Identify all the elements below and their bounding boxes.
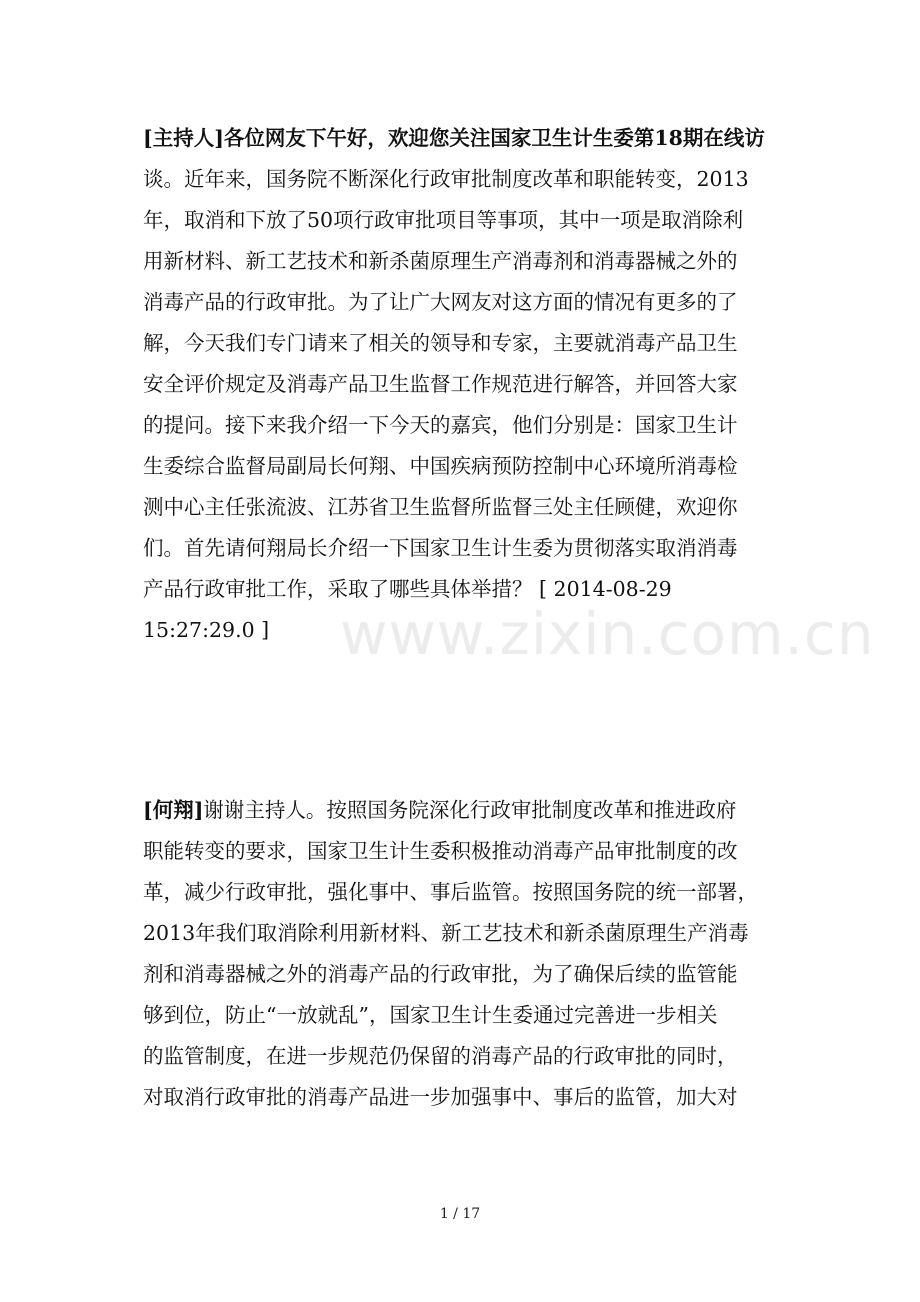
paragraph-line (143, 118, 783, 159)
host-paragraph (143, 118, 783, 651)
paragraph-line: 谈。近年来，国务院不断深化行政审批制度改革和职能转变，2013 (143, 167, 749, 191)
paragraph-line: 革，减少行政审批，强化事中、事后监管。按照国务院的统一部署， (143, 880, 758, 904)
paragraph-line: 们。首先请何翔局长介绍一下国家卫生计生委为贯彻落实取消消毒 (143, 536, 738, 560)
speaker-label-guest: [何翔] (143, 798, 204, 822)
guest-paragraph (143, 790, 783, 1118)
paragraph-line: 够到位，防止“一放就乱”，国家卫生计生委通过完善进一步相关 (143, 1003, 718, 1027)
paragraph-line: 对取消行政审批的消毒产品进一步加强事中、事后的监管，加大对 (143, 1085, 738, 1109)
paragraph-line: 年，取消和下放了50项行政审批项目等事项，其中一项是取消除利 (143, 208, 744, 232)
paragraph-line: 解，今天我们专门请来了相关的领导和专家，主要就消毒产品卫生 (143, 331, 738, 355)
page-number: 1 / 17 (439, 1206, 481, 1222)
speaker-label-host: [主持人] (143, 126, 224, 150)
watermark: www.zixin.com.cn (340, 600, 875, 668)
paragraph-line: 2013年我们取消除利用新材料、新工艺技术和新杀菌原理生产消毒 (143, 921, 749, 945)
paragraph-line: 职能转变的要求，国家卫生计生委积极推动消毒产品审批制度的改 (143, 839, 738, 863)
paragraph-line: 安全评价规定及消毒产品卫生监督工作规范进行解答，并回答大家 (143, 372, 738, 396)
paragraph-line: 产品行政审批工作，采取了哪些具体举措？ [ 2014-08-29 (143, 577, 672, 601)
paragraph-line: 测中心主任张流波、江苏省卫生监督所监督三处主任顾健，欢迎你 (143, 495, 738, 519)
paragraph-line: 生委综合监督局副局长何翔、中国疾病预防控制中心环境所消毒检 (143, 454, 738, 478)
paragraph-line: 消毒产品的行政审批。为了让广大网友对这方面的情况有更多的了 (143, 290, 738, 314)
greeting-text: 各位网友下午好，欢迎您关注国家卫生计生委第18期在线访 (223, 126, 765, 150)
timestamp-line: 15:27:29.0 ] (143, 618, 270, 642)
paragraph-line (143, 790, 783, 831)
reply-text: 谢谢主持人。按照国务院深化行政审批制度改革和推进政府 (203, 798, 737, 822)
paragraph-line: 的监管制度，在进一步规范仍保留的消毒产品的行政审批的同时， (143, 1044, 738, 1068)
paragraph-line: 用新材料、新工艺技术和新杀菌原理生产消毒剂和消毒器械之外的 (143, 249, 738, 273)
paragraph-line: 的提问。接下来我介绍一下今天的嘉宾，他们分别是：国家卫生计 (143, 413, 738, 437)
paragraph-line: 剂和消毒器械之外的消毒产品的行政审批，为了确保后续的监管能 (143, 962, 738, 986)
